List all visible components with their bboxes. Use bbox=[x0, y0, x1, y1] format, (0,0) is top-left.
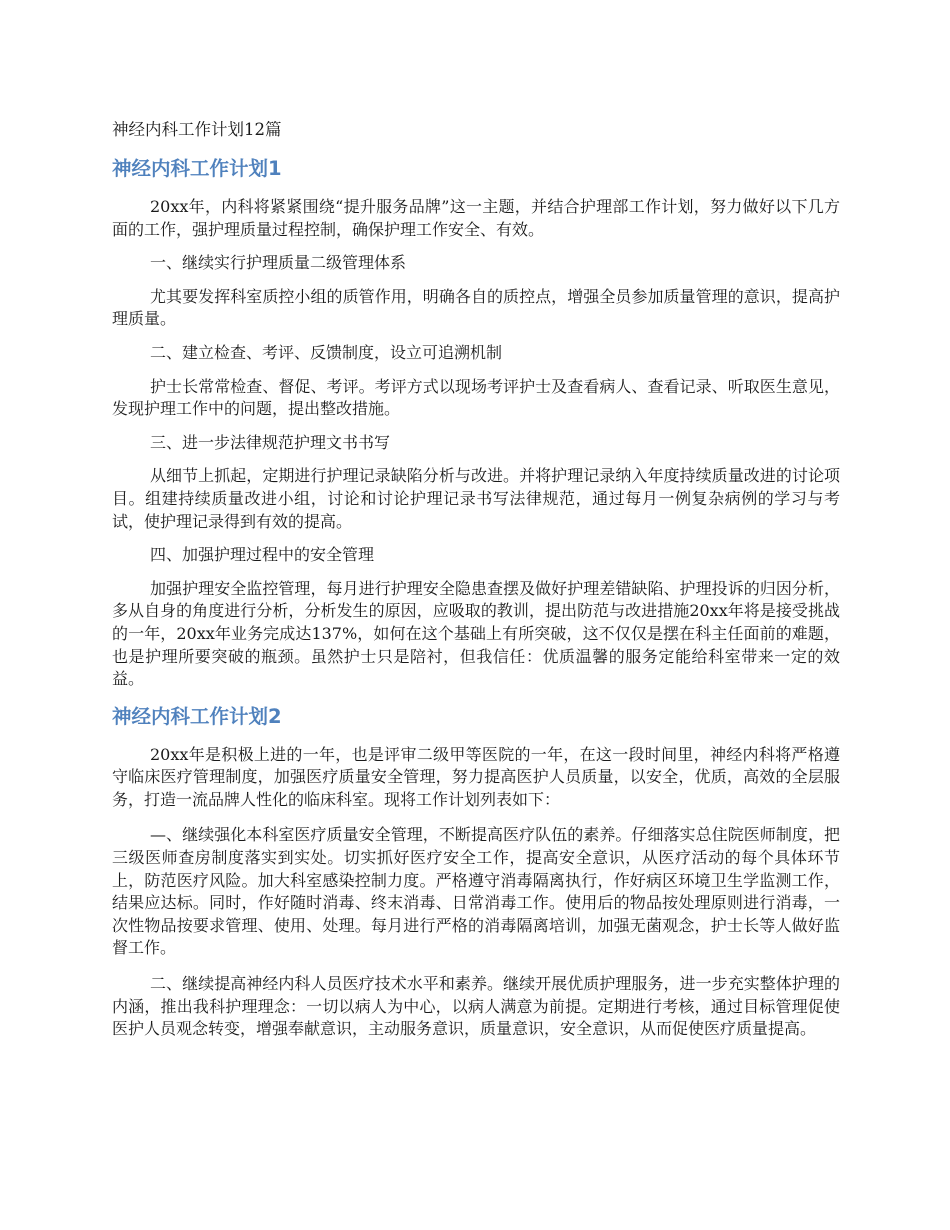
section-heading: 神经内科工作计划1 bbox=[112, 157, 282, 180]
paragraph: 20xx年是积极上进的一年，也是评审二级甲等医院的一年，在这一段时间里，神经内科将严格遵守临床医疗管理制度，加强医疗质量安全管理，努力提高医护人员质量，以安全，优质，高效的全层服务，打造一流品牌人性化的临床科室。现将工作计划列表如下： bbox=[112, 744, 840, 809]
paragraph: 护士长常常检查、督促、考评。考评方式以现场考评护士及查看病人、查看记录、听取医生意见，发现护理工作中的问题，提出整改措施。 bbox=[112, 376, 840, 419]
section-1 bbox=[112, 156, 840, 691]
section-heading: 神经内科工作计划2 bbox=[112, 704, 282, 728]
paragraph: 从细节上抓起，定期进行护理记录缺陷分析与改进。并将护理记录纳入年度持续质量改进的讨论项目。组建持续质量改进小组，讨论和讨论护理记录书写法律规范，通过每月一例复杂病例的学习与考试，使护理记录得到有效的提高。 bbox=[112, 466, 840, 531]
section-2 bbox=[112, 704, 840, 1041]
document-page bbox=[112, 118, 840, 1052]
subheading: 二、建立检查、考评、反馈制度，设立可追溯机制 bbox=[150, 342, 503, 362]
subheading: 三、进一步法律规范护理文书书写 bbox=[150, 432, 391, 452]
document-title: 神经内科工作计划12篇 bbox=[112, 120, 282, 139]
paragraph: 20xx年，内科将紧紧围绕“提升服务品牌”这一主题，并结合护理部工作计划，努力做好以下几方面的工作，强护理质量过程控制，确保护理工作安全、有效。 bbox=[112, 197, 840, 239]
paragraph: —、继续强化本科室医疗质量安全管理，不断提高医疗队伍的素养。仔细落实总住院医师制度，把三级医师查房制度落实到实处。切实抓好医疗安全工作，提高安全意识，从医疗活动的每个具体环节上，防范医疗风险。加大科室感染控制力度。严格遵守消毒隔离执行，作好病区环境卫生学监测工作，结果应达标。同时，作好随时消毒、终末消毒、日常消毒工作。使用后的物品按处理原则进行消毒，一次性物品按要求管理、使用、处理。每月进行严格的消毒隔离培训，加强无菌观念，护士长等人做好监督工作。 bbox=[112, 825, 840, 958]
subheading: 一、继续实行护理质量二级管理体系 bbox=[150, 253, 407, 273]
paragraph: 二、继续提高神经内科人员医疗技术水平和素养。继续开展优质护理服务，进一步充实整体护理的内涵，推出我科护理理念：一切以病人为中心，以病人满意为前提。定期进行考核，通过目标管理促使医护人员观念转变，增强奉献意识，主动服务意识，质量意识，安全意识，从而促使医疗质量提高。 bbox=[112, 974, 840, 1039]
subheading: 四、加强护理过程中的安全管理 bbox=[150, 545, 375, 565]
paragraph: 加强护理安全监控管理，每月进行护理安全隐患查摆及做好护理差错缺陷、护理投诉的归因分析，多从自身的角度进行分析，分析发生的原因，应吸取的教训，提出防范与改进措施20xx年将是接受挑战的一年，20xx年业务完成达137%，如何在这个基础上有所突破，这不仅仅是摆在科主任面前的难题，也是护理所要突破的瓶颈。虽然护士只是陪衬，但我信任：优质温馨的服务定能给科室带来一定的效益。 bbox=[112, 578, 840, 689]
paragraph: 尤其要发挥科室质控小组的质管作用，明确各自的质控点，增强全员参加质量管理的意识，提高护理质量。 bbox=[112, 286, 840, 329]
